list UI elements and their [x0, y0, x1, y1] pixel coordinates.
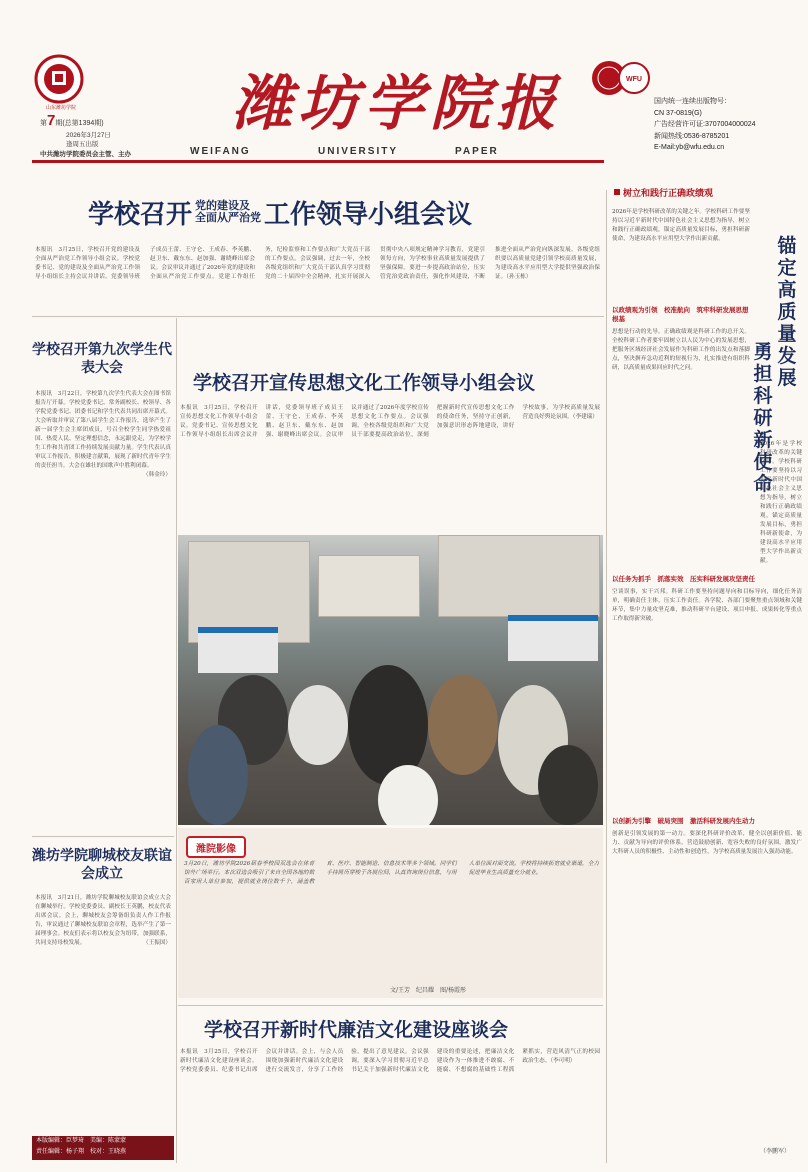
- right-intro: 2026年是学校科研改革的关键之年。学校科研工作要坚持以习近平新时代中国特色社会主义思想为指导，树立和践行正确政绩观，锚定高质量发展目标，勇担科研新使命，为建设高水平应用型大学作出新贡献。: [612, 209, 750, 242]
- masthead: 潍坊学院报: [232, 69, 562, 139]
- job-fair-photo: [178, 535, 603, 825]
- publication-info: [654, 96, 804, 154]
- university-logo: [34, 54, 84, 104]
- seal-text: WFU: [626, 76, 642, 83]
- divider: [32, 836, 174, 837]
- ad-license: 广告经营许可证:3707004000024: [654, 121, 756, 128]
- editor-box: 本版编辑：臣梦琦 美编：陈蒙蒙 责任编辑：杨子翔 校对：王晓燕: [32, 1136, 174, 1160]
- right-section-header: 树立和践行正确政绩观: [614, 186, 779, 198]
- main-article-body: 本报讯 3月25日，学校召开党的建设及全面从严治党工作领导小组会议。学校党委书记、党的建设及全面从严治党工作领导小组组长主持会议并讲话。党委领导班子成员王蕾、王守仑、王成春、李英鹏、赵卫东、戴东东、赵加强、谢晓峰出席会议。会议审议并通过了2026年党的建设和全面从严治党工作要点。党建工作组任务，纪检监察和工作要点和广大党员干部的工作要点。会议强调，过去一年，全校各级党组织和广大党员干部认真学习贯彻党的二十届四中全会精神，扎实开展深入贯彻中央八项规定精神学习教育，党建引领每方向，为学校事业高质量发展提供了坚强保障。要进一步提高政治站位，压实管党治党政治责任，强化作风建设，不断推进全面从严治党向纵深发展。各级党组织要以高质量党建引领学校高质量发展，为建设高水平应用型大学提供坚强政治保证。（孙玉栋）: [35, 247, 600, 280]
- photo-credit: 文/王芳 纪昌耀 图/杨霞彤: [390, 987, 467, 994]
- column-rule: [176, 318, 177, 1163]
- cn-value: CN 37-0819(G): [654, 109, 702, 117]
- vertical-headline-2: 勇担科研新使命: [753, 342, 773, 495]
- divider: [32, 316, 604, 317]
- divider: [178, 1005, 603, 1006]
- masthead-eng-2: UNIVERSITY: [318, 146, 399, 157]
- integrity-culture-title: 学校召开新时代廉洁文化建设座谈会: [204, 1020, 509, 1041]
- right-subhead-3: 以创新为引擎 破局突围 激活科研发展内生动力: [612, 818, 755, 825]
- right-author: （李鹏军）: [760, 1148, 791, 1155]
- right-subhead-1: 以政绩观为引领 校准航向 筑牢科研发展思想根基: [612, 307, 749, 323]
- photo-section-tag: 潍院影像: [186, 836, 246, 858]
- photo-caption: 3月20日，潍坊学院2026届春季校园双选会在体育馆外广场举行。本次双选会吸引了来自全国各地的数百家用人单位参加，提供就业岗位数千个，涵盖教育、医疗、智能制造、信息技术等多个领域。同学们手持简历穿梭于各展位间，认真咨询岗位信息，与用人单位面对面交流。学校将持续拓宽就业渠道，全力促进毕业生高质量充分就业。: [184, 861, 599, 885]
- right-sub2-body: 空谈误事，实干兴邦。科研工作要坚持问题导向和目标导向，细化任务清单，明确责任主体，压实工作责任。各学院、各部门要聚焦重点领域和关键环节，集中力量攻坚克难，推动科研平台建设、项目申报、成果转化等重点工作取得新突破。: [612, 589, 802, 622]
- masthead-eng-1: WEIFANG: [190, 146, 251, 157]
- issue-pages: 逢周五出版: [66, 141, 99, 148]
- propaganda-meeting-body: 本报讯 3月25日，学校召开宣传思想文化工作领导小组会议。党委书记、宣传思想文化工作领导小组组长出席会议并讲话，党委领导班子成员王蕾、王守仑、王成春、李英鹏、赵卫东、戴东东、赵加强、谢晓峰出席会议。会议审议并通过了2026年度学校宣传思想文化工作要点。会议强调，全校各级党组织和广大党员干部要提高政治站位，深刻把握新时代宣传思想文化工作的使命任务，坚持守正创新，加强意识形态阵地建设，讲好学校故事，为学校高质量发展营造良好舆论氛围。（李建瑞）: [180, 405, 600, 438]
- article-alumni-title: 潍坊学院聊城校友联谊会成立: [32, 847, 172, 881]
- issue-line: 第7期(总第1394期): [40, 112, 104, 129]
- right-sub1-body-cont: 2026年是学校科研改革的关键之年。学校科研工作要坚持以习近平新时代中国特色社会主义思想为指导，树立和践行正确政绩观，锚定高质量发展目标，勇担科研新使命，为建设高水平应用型大学作出新贡献。: [760, 441, 802, 564]
- issue-date: 2026年3月27日: [66, 132, 111, 139]
- square-icon: [614, 189, 620, 195]
- email: E-Mail:yb@wfu.edu.cn: [654, 144, 725, 151]
- article-alumni-body: 本报讯 3月21日，潍坊学院聊城校友联谊会成立大会在聊城举行。学校党委委员、副校长王英鹏，校友代表出席会议。会上，聊城校友会筹备组负责人作工作报告，审议通过了聊城校友联谊会章程，选举产生了第一届理事会。校友们表示将以校友会为纽带，加强联系，共同支持母校发展。 （王振国）: [35, 895, 171, 946]
- university-seal: [590, 58, 652, 98]
- right-sub1-body: 思想是行动的先导。正确政绩观是科研工作的总开关。全校科研工作者要牢固树立以人民为中心的发展思想，把服务区域经济社会发展作为科研工作的出发点和落脚点，坚决摒弃急功近利的短视行为，扎实推进有组织科研，以高质量成果回应时代之问。: [612, 329, 750, 371]
- vertical-headline-1: 锚定高质量发展: [777, 236, 797, 389]
- issue-meta: [66, 131, 111, 149]
- header-rule: [32, 160, 604, 163]
- news-hotline: 新闻热线:0536-8785201: [654, 132, 730, 140]
- right-sub3-body: 创新是引领发展的第一动力。要深化科研评价改革，健全以创新价值、能力、贡献为导向的评价体系，营造鼓励创新、宽容失败的良好氛围，激发广大科研人员的积极性、主动性和创造性，为学校高质量发展注入强劲动能。: [612, 831, 802, 855]
- column-rule: [606, 190, 607, 1163]
- article-student-congress-body: 本报讯 3月22日，学校第九次学生代表大会在图书馆报告厅开幕。学校党委书记、常务副校长、校领导、各学院党委书记、团委书记和学生代表共同出席开幕式。大会听取并审议了第八届学生会工作报告，选举产生了新一届学生会主席团成员，号召全校学生同学热爱祖国、热爱人民、坚定理想信念，永远跟党走，为学校学生工作和共青团工作持续发展贡献力量。学生代表认真审议工作报告，积极建言献策，展现了新时代青年学生的责任担当。大会在雄壮的国歌声中胜利闭幕。 （韩金玲）: [35, 391, 171, 478]
- cn-label: 国内统一连续出版物号：: [654, 98, 731, 105]
- article-student-congress-title: 学校召开第九次学生代表大会: [32, 341, 172, 375]
- main-headline: 学校召开 党的建设及 全面从严治党 工作领导小组会议: [88, 198, 473, 229]
- propaganda-meeting-title: 学校召开宣传思想文化工作领导小组会议: [193, 373, 536, 394]
- issue-number: 7: [47, 112, 56, 129]
- integrity-culture-body: 本报讯 3月25日，学校召开新时代廉洁文化建设座谈会。学校党委委员、纪委书记出席会议并讲话。会上，与会人员围绕加强新时代廉洁文化建设进行交流发言，分享了工作经验，提出了意见建议。会议强调，要深入学习贯彻习近平总书记关于加强新时代廉洁文化建设的重要论述，把廉洁文化建设作为一体推进不敢腐、不能腐、不想腐的基础性工程抓紧抓实，营造风清气正的校园政治生态。（李可明）: [180, 1049, 600, 1073]
- sponsor-line: 中共潍坊学院委员会主管、主办: [40, 151, 131, 158]
- masthead-eng-3: PAPER: [455, 146, 499, 157]
- right-subhead-2: 以任务为抓手 抓落实效 压实科研发展攻坚责任: [612, 576, 755, 583]
- logo-text: 山东潍坊学院: [45, 105, 76, 111]
